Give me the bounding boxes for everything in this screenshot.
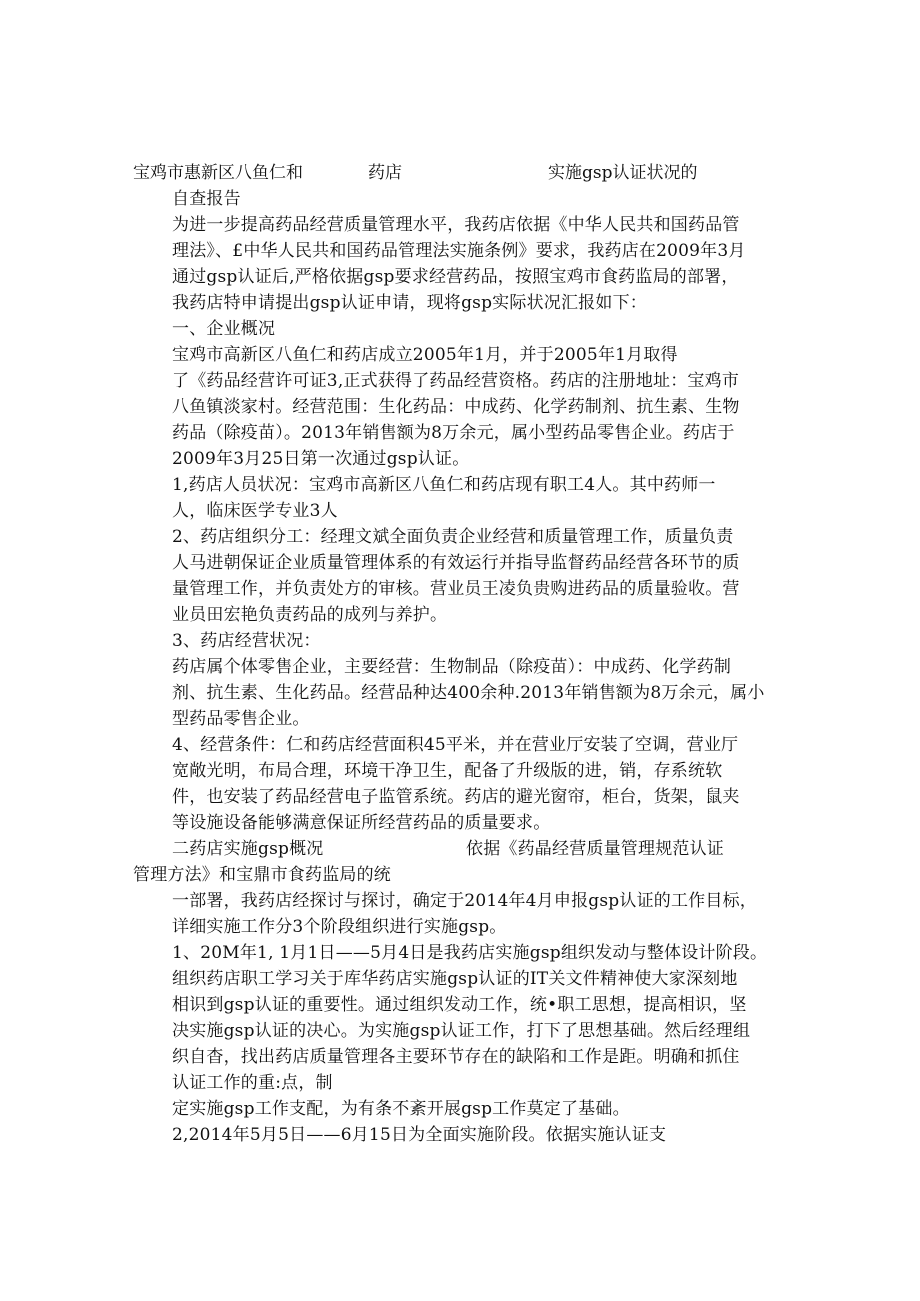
title-part-2: 药店 [368,163,402,183]
title-part-1: 宝鸡市惠新区八鱼仁和 [133,163,303,183]
body-line: 2009年3月25日第一次通过gsp认证。 [172,449,470,469]
body-line: 理法》、£中华人民共和国药品管理法实施条例》要求，我药店在2009年3月 [172,241,746,261]
body-line: 型药品零售企业。 [172,709,310,729]
section-heading: 一、企业概况 [172,319,276,339]
body-line: 业员田宏艳负责药品的成列与养护。 [172,605,448,625]
body-line: 为进一步提高药品经营质量管理水平，我药店依据《中华人民共和国药品管 [172,215,740,235]
body-line: 管理方法》和宝鼎市食药监局的统 [133,865,391,885]
body-line: 宝鸡市高新区八鱼仁和药店成立2005年1月，并于2005年1月取得 [172,345,678,365]
section-heading: 3、药店经营状况： [172,631,321,651]
body-line: 详细实施工作分3个阶段组织进行实施gsp。 [172,917,507,937]
body-line: 了《药品经营许可证3,正式获得了药品经营资格。药店的注册地址：宝鸡市 [172,371,740,391]
body-line: 剂、抗生素、生化药品。经营品种达400余种.2013年销售额为8万余元，属小 [172,683,765,703]
body-line: 认证工作的重:点，制 [172,1073,333,1093]
body-line: 4、经营条件：仁和药店经营面积45平米，并在营业厅安装了空调，营业厅 [172,735,739,755]
body-line: 组织药店职工学习关于库华药店实施gsp认证的IT关文件精神使大家深刻地 [172,969,738,989]
body-line: 八鱼镇淡家村。经营范围：生化药品：中成药、化学药制剂、抗生素、生物 [172,397,740,417]
body-line: 通过gsp认证后,严格依据gsp要求经营药品，按照宝鸡市食药监局的部署， [172,267,739,287]
title-part-3: 实施gsp认证状况的 [548,163,698,183]
body-line: 我药店特申请提出gsp认证申请，现将gsp实际状况汇报如下： [172,293,647,313]
body-line: 药品（除疫苗）。2013年销售额为8万余元，属小型药品零售企业。药店于 [172,423,735,443]
body-line: 人马进朝保证企业质量管理体系的有效运行并指导监督药品经营各环节的质 [172,553,740,573]
body-line: 药店属个体零售企业，主要经营：生物制品（除疫苗）：中成药、化学药制 [172,657,732,677]
body-line: 2,2014年5月5日——6月15日为全面实施阶段。依据实施认证支 [172,1125,667,1145]
body-line: 1、20M年1, 1月1日——5月4日是我药店实施gsp组织发动与整体设计阶段。 [172,943,768,963]
body-line: 等设施设备能够满意保证所经营药品的质量要求。 [172,813,551,833]
section-heading: 二药店实施gsp概况 [172,839,324,859]
body-line: 1,药店人员状况：宝鸡市高新区八鱼仁和药店现有职工4人。其中药师一 [172,475,716,495]
body-line: 量管理工作，并负责处方的审核。营业员王凌负贵购进药品的质量验收。营 [172,579,740,599]
body-line: 宽敞光明，布局合理，环境干净卫生，配备了升级版的进，销，存系统软 [172,761,723,781]
body-line: 人，临床医学专业3人 [172,501,338,521]
body-line: 决实施gsp认证的决心。为实施gsp认证工作，打下了思想基础。然后经理组 [172,1021,751,1041]
body-line: 织自杳，找出药店质量管理各主要环节存在的缺陷和工作是距。明确和抓住 [172,1047,740,1067]
body-line: 2、药店组织分工：经理文斌全面负责企业经营和质量管理工作，质量负责 [172,527,734,547]
body-line: 件，也安装了药品经营电子监管系统。药店的避光窗帘，柜台，货架，鼠夹 [172,787,740,807]
title-line-2: 自查报告 [172,189,241,209]
body-line: 一部署，我药店经探讨与探讨，确定于2014年4月申报gsp认证的工作目标， [172,891,757,911]
body-line: 定实施gsp工作支配，为有条不紊开展gsp工作莫定了基础。 [172,1099,630,1119]
body-line: 相识到gsp认证的重要性。通过组织发动工作，统•职工思想，提高相识，坚 [172,995,747,1015]
body-line: 依据《药晶经营质量管理规范认证 [466,839,724,859]
